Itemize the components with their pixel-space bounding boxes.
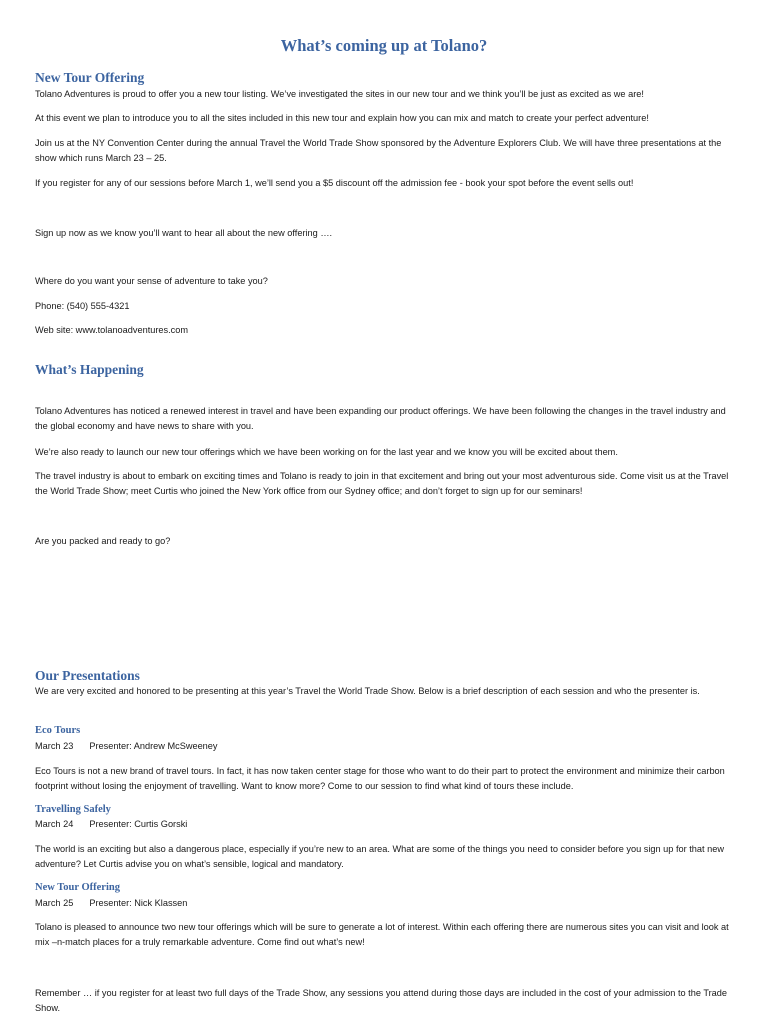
session-title: New Tour Offering <box>35 882 120 893</box>
session-meta <box>35 896 735 911</box>
session-meta <box>35 739 735 754</box>
session-presenter: Presenter: Curtis Gorski <box>89 819 188 829</box>
phone-text: Phone: (540) 555-4321 <box>35 301 130 311</box>
section-heading-presentations: Our Presentations <box>35 668 140 683</box>
session-title: Eco Tours <box>35 725 81 736</box>
paragraph: We’re also ready to launch our new tour offerings which we have been working on for the last year and we know you will be excited about them. <box>35 447 618 457</box>
session-presenter: Presenter: Nick Klassen <box>89 898 188 908</box>
page-title: What’s coming up at Tolano? <box>280 36 488 55</box>
paragraph: Tolano Adventures is proud to offer you a new tour listing. We’ve investigated the sites in our new tour and we think you’ll be just as excited as we are! <box>35 89 644 99</box>
paragraph: Tolano Adventures has noticed a renewed interest in travel and have been expanding our product offerings. We have been following the changes in the travel industry and the global economy and have news to share with you. <box>35 406 726 431</box>
session-description: The world is an exciting but also a dangerous place, especially if you’re new to an area. What are some of the things you need to consider before you sign up for that new adventure? Let Curtis advise you on what’s sensible, logical and mandatory. <box>35 844 724 869</box>
paragraph: Where do you want your sense of adventure to take you? <box>35 276 268 286</box>
session-meta <box>35 817 735 832</box>
paragraph: Sign up now as we know you’ll want to hear all about the new offering …. <box>35 228 333 238</box>
section-heading-happening: What’s Happening <box>35 362 144 377</box>
session-date: March 23 <box>35 741 74 751</box>
paragraph: Are you packed and ready to go? <box>35 536 171 546</box>
paragraph: At this event we plan to introduce you to all the sites included in this new tour and explain how you can mix and match to create your perfect adventure! <box>35 113 649 123</box>
session-date: March 25 <box>35 898 74 908</box>
session-presenter: Presenter: Andrew McSweeney <box>89 741 218 751</box>
paragraph: If you register for any of our sessions before March 1, we’ll send you a $5 discount off the admission fee - book your spot before the event sells out! <box>35 178 634 188</box>
session-description: Eco Tours is not a new brand of travel tours. In fact, it has now taken center stage for those who want to do their part to protect the environment and minimize their carbon footprint without losing the enjoyment of travelling. Want to know more? Come to our session to find what kind of tours these include. <box>35 766 725 791</box>
session-date: March 24 <box>35 819 74 829</box>
session-description: Tolano is pleased to announce two new tour offerings which will be sure to generate a lot of interest. Within each offering there are numerous sites you can visit and look at mix –n-match places for a truly remarkable adventure. Come find out what’s new! <box>35 922 729 947</box>
website-text: Web site: www.tolanoadventures.com <box>35 325 189 335</box>
paragraph: The travel industry is about to embark on exciting times and Tolano is ready to join in that excitement and bring out your most adventurous side. Come visit us at the Travel the World Trade Show; meet Curtis who joined the New York office from our Sydney office; and don’t forget to sign up for our seminars! <box>35 471 729 496</box>
closing-paragraph: Remember … if you register for at least two full days of the Trade Show, any sessions you attend during those days are included in the cost of your admission to the Trade Show. <box>35 988 727 1013</box>
section-heading-new-tour: New Tour Offering <box>35 70 145 85</box>
paragraph: We are very excited and honored to be presenting at this year’s Travel the World Trade Show. Below is a brief description of each session and who the presenter is. <box>35 686 700 696</box>
paragraph: Join us at the NY Convention Center during the annual Travel the World Trade Show sponsored by the Adventure Explorers Club. We will have three presentations at the show which runs March 23 – 25. <box>35 138 722 163</box>
session-title: Travelling Safely <box>35 804 111 815</box>
